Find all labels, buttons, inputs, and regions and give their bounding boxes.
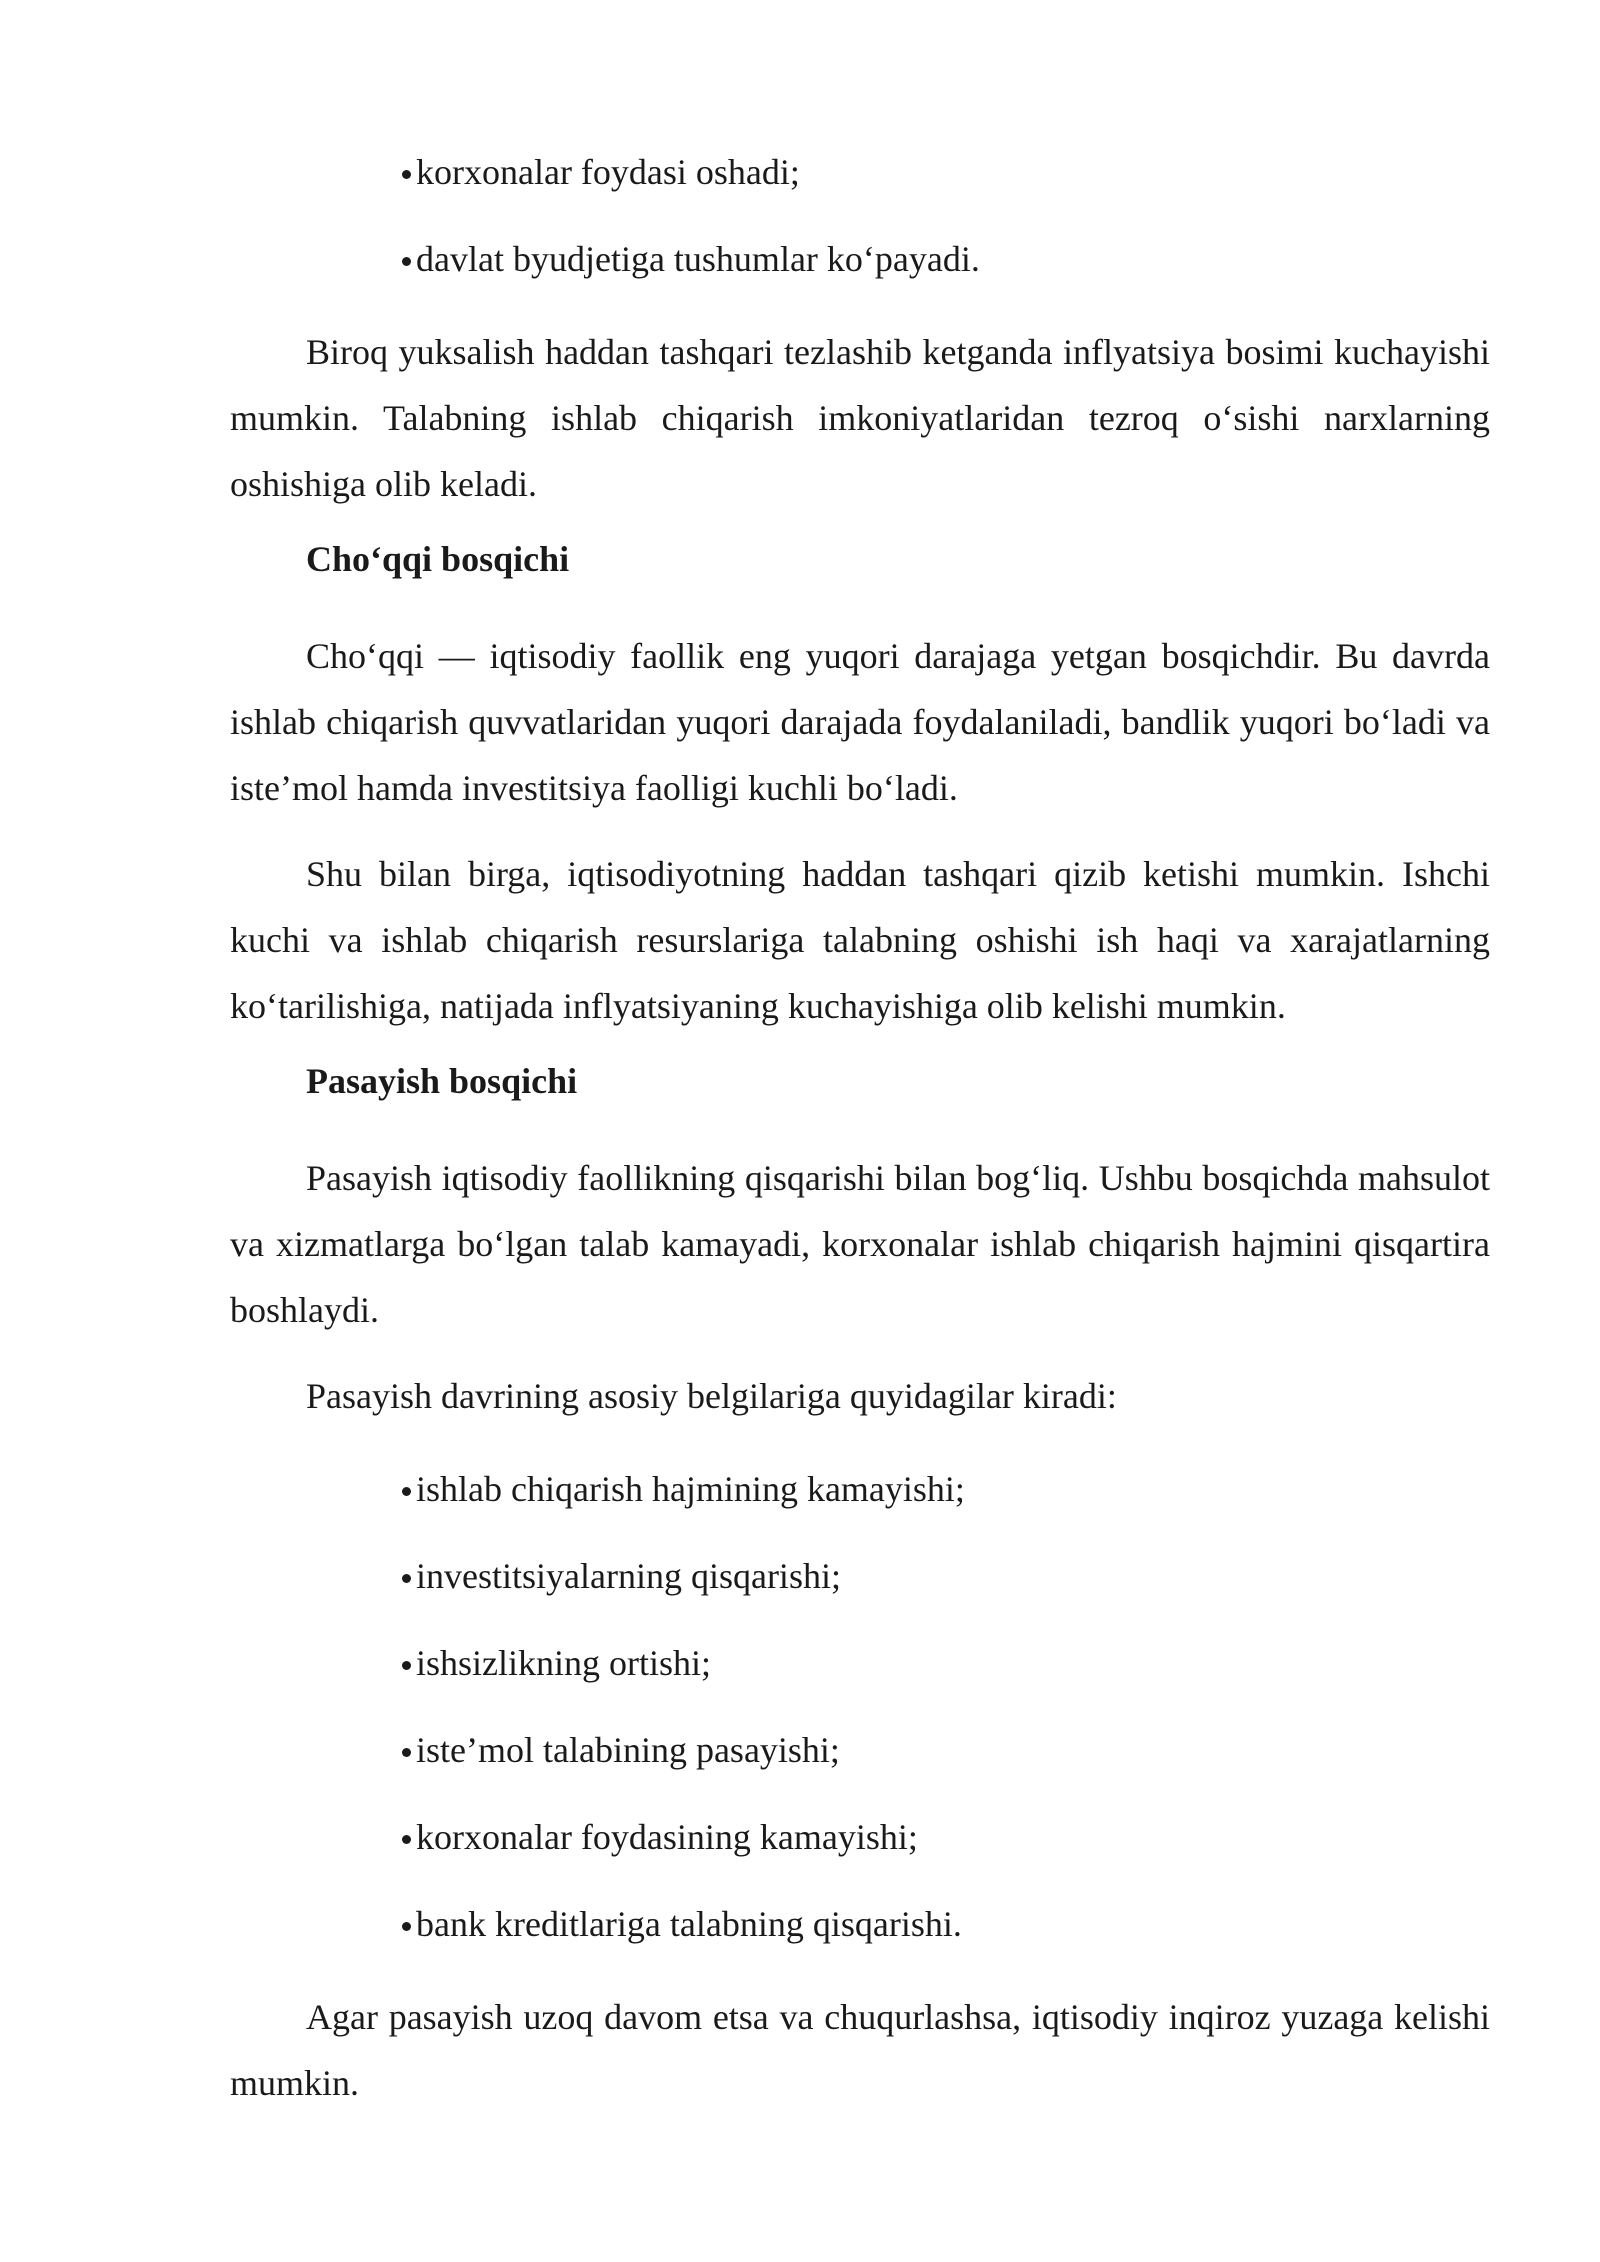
bullet-item [230,1467,1490,1511]
bullet-text: investitsiyalarning qisqarishi; [416,1556,841,1596]
bullet-item [230,1554,1490,1598]
paragraph-boom: Biroq yuksalish haddan tashqari tezlashib ketganda inflyatsiya bosimi kuchayishi mumkin. Talabning ishlab chiqarish imkoniyatlaridan tezroq o‘sishi narxlarning oshishiga olib keladi. [230,332,1490,504]
bullet-text: bank kreditlariga talabning qisqarishi. [416,1904,962,1944]
bullet-dot-icon [402,1487,411,1496]
bullet-item [230,1815,1490,1859]
bullet-dot-icon [402,1574,411,1583]
heading-peak-stage: Cho‘qqi bosqichi [306,539,570,579]
bullet-dot-icon [402,170,411,179]
paragraph-decline-1: Pasayish iqtisodiy faollikning qisqarishi bilan bog‘liq. Ushbu bosqichda mahsulot va xizmatlarga bo‘lgan talab kamayadi, korxonalar ishlab chiqarish hajmini qisqartira boshlaydi. [230,1158,1490,1330]
bullet-item [230,1902,1490,1946]
bullet-item [230,1641,1490,1685]
bullet-item [230,1728,1490,1772]
bullet-item [230,150,1490,194]
paragraph-peak-1: Cho‘qqi — iqtisodiy faollik eng yuqori darajaga yetgan bosqichdir. Bu davrda ishlab chiqarish quvvatlaridan yuqori darajada foydalaniladi, bandlik yuqori bo‘ladi va iste’mol hamda investitsiya faolligi kuchli bo‘ladi. [230,636,1490,808]
bullet-dot-icon [402,257,411,266]
bullet-text: korxonalar foydasining kamayishi; [416,1817,918,1857]
bullet-text: korxonalar foydasi oshadi; [416,152,800,192]
bullet-dot-icon [402,1835,411,1844]
document-page [230,150,1490,2136]
bullet-dot-icon [402,1922,411,1931]
bullet-item [230,237,1490,281]
bullet-text: ishsizlikning ortishi; [416,1643,712,1683]
bullet-text: ishlab chiqarish hajmining kamayishi; [416,1469,965,1509]
bullet-dot-icon [402,1748,411,1757]
paragraph-peak-2: Shu bilan birga, iqtisodiyotning haddan tashqari qizib ketishi mumkin. Ishchi kuchi va ishlab chiqarish resurslariga talabning oshishi ish haqi va xarajatlarning ko‘tarilishiga, natijada inflyatsiyaning kuchayishiga olib kelishi mumkin. [230,854,1490,1026]
heading-decline-stage: Pasayish bosqichi [306,1061,578,1101]
paragraph-decline-2: Pasayish davrining asosiy belgilariga quyidagilar kiradi: [306,1376,1117,1416]
paragraph-final: Agar pasayish uzoq davom etsa va chuqurlashsa, iqtisodiy inqiroz yuzaga kelishi mumkin. [230,1997,1490,2103]
bullet-text: davlat byudjetiga tushumlar ko‘payadi. [416,239,980,279]
bullet-text: iste’mol talabining pasayishi; [416,1730,840,1770]
bullet-dot-icon [402,1661,411,1670]
